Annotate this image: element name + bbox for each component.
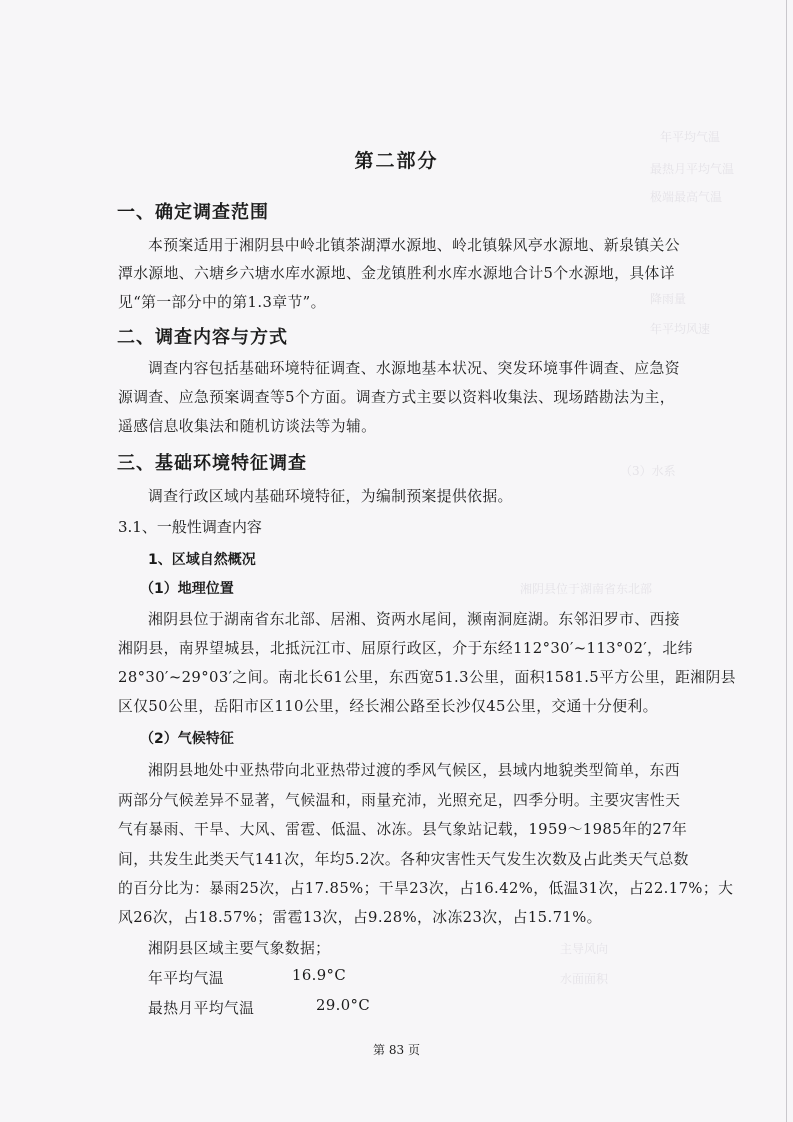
ghost-text: 极端最高气温 bbox=[650, 190, 723, 204]
paragraph-line: 湘阴县位于湖南省东北部、居湘、资两水尾间，濒南洞庭湖。东邻汨罗市、西接 bbox=[148, 611, 680, 628]
ghost-text: （3）水系 bbox=[620, 464, 676, 478]
paragraph-line: 区仅50公里，岳阳市区110公里，经长湘公路至长沙仅45公里，交通十分便利。 bbox=[118, 698, 658, 715]
paragraph-line: 遥感信息收集法和随机访谈法等为辅。 bbox=[118, 418, 377, 435]
ghost-text: 最热月平均气温 bbox=[650, 162, 735, 176]
section-heading-content: 二、调查内容与方式 bbox=[117, 327, 288, 348]
paragraph-line: 两部分气候差异不显著，气候温和，雨量充沛，光照充足，四季分明。主要灾害性天 bbox=[118, 792, 681, 809]
ghost-text: 水面面积 bbox=[560, 972, 609, 986]
paragraph-line: 湘阴县区域主要气象数据； bbox=[148, 940, 331, 957]
paragraph-line: 湘阴县，南界望城县，北抵沅江市、屈原行政区，介于东经112°30′~113°02′，北纬 bbox=[118, 640, 693, 657]
paragraph-line: 调查内容包括基础环境特征调查、水源地基本状况、突发环境事件调查、应急资 bbox=[148, 360, 680, 377]
paragraph-line: 28°30′~29°03′之间。南北长61公里，东西宽51.3公里，面积1581.5平方公里，距湘阴县 bbox=[118, 669, 736, 686]
page-number: 第 83 页 bbox=[373, 1043, 420, 1057]
ghost-text: 降雨量 bbox=[650, 292, 687, 306]
climate-row-label: 最热月平均气温 bbox=[148, 1000, 255, 1017]
paragraph-line: 源调查、应急预案调查等5个方面。调查方式主要以资料收集法、现场踏勘法为主， bbox=[118, 389, 675, 406]
paragraph-line: 湘阴县地处中亚热带向北亚热带过渡的季风气候区，县域内地貌类型简单，东西 bbox=[148, 762, 680, 779]
paragraph-line: 风26次，占18.57%；雷雹13次，占9.28%，冰冻23次，占15.71%。 bbox=[118, 909, 602, 926]
climate-row-label: 年平均气温 bbox=[148, 970, 224, 987]
ghost-text: 年平均气温 bbox=[660, 130, 721, 144]
paragraph-line: 潭水源地、六塘乡六塘水库水源地、金龙镇胜利水库水源地合计5个水源地，具体详 bbox=[118, 265, 675, 282]
paragraph-line: 气有暴雨、干旱、大风、雷雹、低温、冰冻。县气象站记载，1959～1985年的27年 bbox=[118, 821, 688, 838]
paragraph-line: 本预案适用于湘阴县中岭北镇茶湖潭水源地、岭北镇躲风亭水源地、新泉镇关公 bbox=[148, 237, 680, 254]
ghost-text: 年平均风速 bbox=[650, 322, 711, 336]
paragraph-line: 间，共发生此类天气141次，年均5.2次。各种灾害性天气发生次数及占此类天气总数 bbox=[118, 851, 689, 868]
section-heading-scope: 一、确定调查范围 bbox=[117, 202, 269, 223]
subsection-heading-climate: （2）气候特征 bbox=[140, 731, 234, 747]
subsection-heading-geography: （1）地理位置 bbox=[140, 581, 234, 597]
paragraph-line: 调查行政区域内基础环境特征，为编制预案提供依据。 bbox=[148, 488, 513, 505]
page-title: 第二部分 bbox=[354, 150, 439, 172]
climate-row-value: 29.0°C bbox=[316, 997, 371, 1014]
ghost-text: 主导风向 bbox=[560, 942, 609, 956]
paragraph-line: 的百分比为：暴雨25次，占17.85%；干旱23次，占16.42%，低温31次，占22.17%；大 bbox=[118, 880, 734, 897]
paragraph-line: 见“第一部分中的第1.3章节”。 bbox=[118, 294, 326, 311]
climate-row-value: 16.9°C bbox=[292, 967, 347, 984]
ghost-text: 湘阴县位于湖南省东北部 bbox=[520, 582, 653, 596]
subsection-heading-natural: 1、区域自然概况 bbox=[148, 552, 256, 568]
subsection-heading-3-1: 3.1、一般性调查内容 bbox=[118, 518, 262, 536]
section-heading-environment: 三、基础环境特征调查 bbox=[117, 453, 307, 474]
